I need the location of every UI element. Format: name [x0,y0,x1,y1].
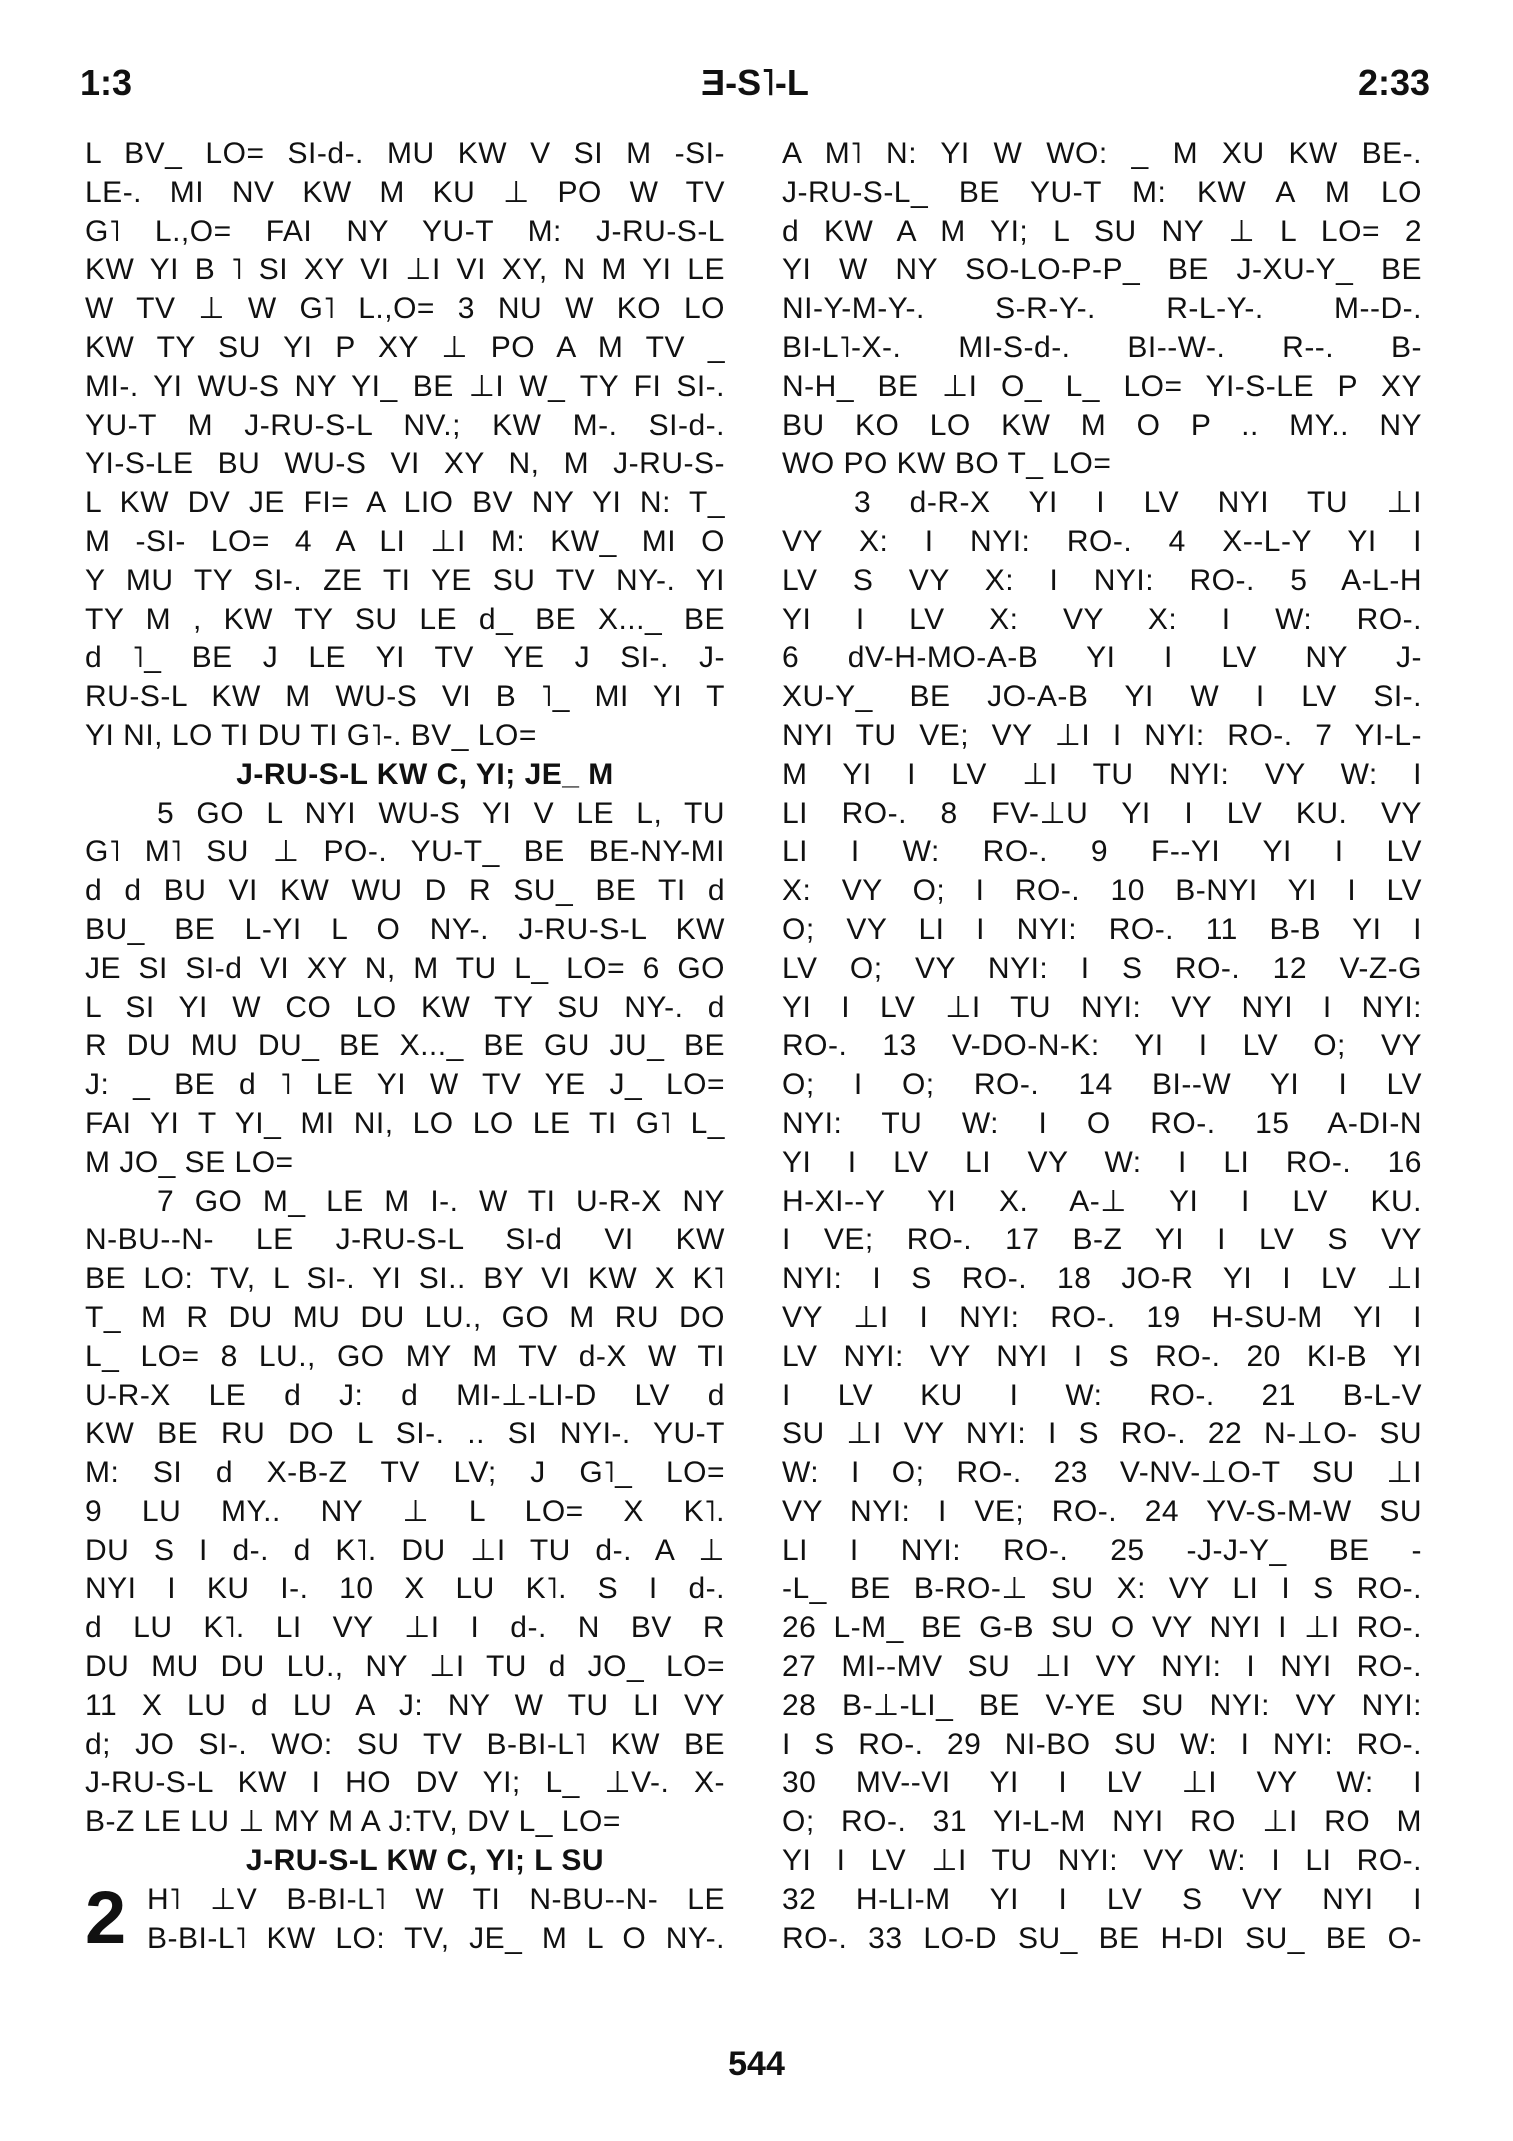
section-heading: J-RU-S-L KW C, YI; JE_ M [236,757,614,791]
text-line: M: SI d X-B-Z TV LV; J G˥_ LO= [85,1456,725,1490]
text-line: I S RO-. 29 NI-BO SU W: I NYI: RO-. [782,1727,1422,1761]
text-line: 5 GO L NYI WU-S YI V LE L, TU [157,796,725,830]
section-heading: J-RU-S-L KW C, YI; L SU [245,1844,605,1878]
text-line: d; JO SI-. WO: SU TV B-BI-L˥ KW BE [85,1727,725,1761]
text-line: O; I O; RO-. 14 BI--W YI I LV [782,1068,1422,1102]
text-line: 3 d-R-X YI I LV NYI TU ⊥I [854,486,1422,520]
text-line: G˥ L.,O= FAI NY YU-T M: J-RU-S-L [85,214,725,248]
text-line: FAI YI T YI_ MI NI, LO LO LE TI G˥ L_ [85,1106,725,1140]
right-column [782,135,1422,2015]
text-line: YU-T M J-RU-S-L NV.; KW M-. SI-d-. [85,408,725,442]
text-line: KW YI B ˥ SI XY VI ⊥I VI XY, N M YI LE [85,253,725,287]
text-line: 9 LU MY.. NY ⊥ L LO= X K˥. [85,1494,725,1528]
text-line: YI I LV ⊥I TU NYI: VY W: I LI RO-. [782,1844,1422,1878]
text-line: JE SI SI-d VI XY N, M TU L_ LO= 6 GO [85,951,725,985]
text-line: W TV ⊥ W G˥ L.,O= 3 NU W KO LO [85,292,725,326]
text-line: BU KO LO KW M O P .. MY.. NY [782,408,1422,442]
header-chapter-start: 1:3 [80,62,133,103]
text-line: KW BE RU DO L SI-. .. SI NYI-. YU-T [85,1417,725,1451]
text-line: R DU MU DU_ BE X..._ BE GU JU_ BE [85,1029,725,1063]
text-line: M YI I LV ⊥I TU NYI: VY W: I [782,757,1422,791]
page-number: 544 [728,2045,785,2083]
text-line: H˥ ⊥V B-BI-L˥ W TI N-BU--N- LE [147,1882,725,1916]
text-line: LI RO-. 8 FV-⊥U YI I LV KU. VY [782,796,1422,830]
text-line: N-H_ BE ⊥I O_ L_ LO= YI-S-LE P XY [782,369,1422,403]
text-line: YI-S-LE BU WU-S VI XY N, M J-RU-S- [85,447,725,481]
text-line: MI-. YI WU-S NY YI_ BE ⊥I W_ TY FI SI-. [85,369,725,403]
text-line: NYI: I S RO-. 18 JO-R YI I LV ⊥I [782,1262,1422,1296]
text-line: U-R-X LE d J: d MI-⊥-LI-D LV d [85,1378,725,1412]
text-line: L BV_ LO= SI-d-. MU KW V SI M -SI- [85,137,725,170]
text-line: NYI I KU I-. 10 X LU K˥. S I d-. [85,1572,725,1606]
text-line: O; RO-. 31 YI-L-M NYI RO ⊥I RO M [782,1805,1422,1839]
text-line: 26 L-M_ BE G-B SU O VY NYI I ⊥I RO-. [782,1611,1422,1645]
text-line: J-RU-S-L KW I HO DV YI; L_ ⊥V-. X- [85,1766,725,1800]
header-chapter-end: 2:33 [1357,62,1430,103]
text-line: DU S I d-. d K˥. DU ⊥I TU d-. A ⊥ [85,1533,725,1567]
text-line: A M˥ N: YI W WO: _ M XU KW BE-. [782,137,1422,170]
header-book-title: Ǝ-S˥-L [701,62,809,103]
text-line: LV O; VY NYI: I S RO-. 12 V-Z-G [782,951,1422,985]
text-line: 7 GO M_ LE M I-. W TI U-R-X NY [157,1184,725,1218]
text-line: d d BU VI KW WU D R SU_ BE TI d [85,874,725,908]
text-line: NYI TU VE; VY ⊥I I NYI: RO-. 7 YI-L- [782,718,1422,752]
text-line: I VE; RO-. 17 B-Z YI I LV S VY [782,1223,1422,1257]
text-line: BU_ BE L-YI L O NY-. J-RU-S-L KW [85,912,725,946]
text-line: LV S VY X: I NYI: RO-. 5 A-L-H [782,563,1422,597]
text-line: LV NYI: VY NYI I S RO-. 20 KI-B YI [782,1339,1422,1373]
text-line: VY ⊥I I NYI: RO-. 19 H-SU-M YI I [782,1300,1422,1334]
text-line: NYI: TU W: I O RO-. 15 A-DI-N [782,1106,1422,1140]
text-line: YI W NY SO-LO-P-P_ BE J-XU-Y_ BE [782,253,1422,287]
text-line: YI I LV ⊥I TU NYI: VY NYI I NYI: [782,990,1422,1024]
text-line: YI NI, LO TI DU TI G˥-. BV_ LO= [85,718,537,752]
text-line: KW TY SU YI P XY ⊥ PO A M TV _ [85,330,725,364]
text-line: H-XI--Y YI X. A-⊥ YI I LV KU. [782,1184,1422,1218]
text-line: RU-S-L KW M WU-S VI B ˥_ MI YI T [85,680,725,714]
text-line: RO-. 33 LO-D SU_ BE H-DI SU_ BE O- [782,1921,1422,1955]
text-line: N-BU--N- LE J-RU-S-L SI-d VI KW [85,1223,725,1257]
text-line: 28 B-⊥-LI_ BE V-YE SU NYI: VY NYI: [782,1688,1422,1722]
text-line: BI-L˥-X-. MI-S-d-. BI--W-. R--. B- [782,330,1422,364]
text-line: M JO_ SE LO= [85,1145,294,1179]
text-line: VY X: I NYI: RO-. 4 X--L-Y YI I [782,524,1422,558]
text-line: B-Z LE LU ⊥ MY M A J:TV, DV L_ LO= [85,1805,621,1839]
running-header [80,62,1430,112]
text-line: YI I LV LI VY W: I LI RO-. 16 [782,1145,1422,1179]
text-line: d KW A M YI; L SU NY ⊥ L LO= 2 [782,214,1422,248]
text-line: DU MU DU LU., NY ⊥I TU d JO_ LO= [85,1650,725,1684]
text-line: J-RU-S-L_ BE YU-T M: KW A M LO [782,175,1422,209]
text-line: T_ M R DU MU DU LU., GO M RU DO [85,1300,725,1334]
text-line: L SI YI W CO LO KW TY SU NY-. d [85,990,725,1024]
text-line: SU ⊥I VY NYI: I S RO-. 22 N-⊥O- SU [782,1417,1422,1451]
text-line: 11 X LU d LU A J: NY W TU LI VY [85,1688,725,1722]
text-line: NI-Y-M-Y-. S-R-Y-. R-L-Y-. M--D-. [782,292,1422,326]
text-line: Y MU TY SI-. ZE TI YE SU TV NY-. YI [85,563,725,597]
text-line: 27 MI--MV SU ⊥I VY NYI: I NYI RO-. [782,1650,1422,1684]
text-line: d LU K˥. LI VY ⊥I I d-. N BV R [85,1611,725,1645]
text-line: B-BI-L˥ KW LO: TV, JE_ M L O NY-. [147,1921,725,1955]
text-line: YI I LV X: VY X: I W: RO-. [782,602,1422,636]
text-line: RO-. 13 V-DO-N-K: YI I LV O; VY [782,1029,1422,1063]
left-column [85,135,725,2015]
text-line: W: I O; RO-. 23 V-NV-⊥O-T SU ⊥I [782,1456,1422,1490]
text-line: O; VY LI I NYI: RO-. 11 B-B YI I [782,912,1422,946]
text-line: G˥ M˥ SU ⊥ PO-. YU-T_ BE BE-NY-MI [85,835,725,869]
text-line: LI I NYI: RO-. 25 -J-J-Y_ BE - [782,1533,1422,1567]
chapter-number-dropcap: 2 [85,1875,127,1959]
text-line: L_ LO= 8 LU., GO MY M TV d-X W TI [85,1339,725,1373]
text-line: XU-Y_ BE JO-A-B YI W I LV SI-. [782,680,1422,714]
text-line: I LV KU I W: RO-. 21 B-L-V [782,1378,1422,1412]
text-line: LE-. MI NV KW M KU ⊥ PO W TV [85,175,725,209]
text-line: TY M , KW TY SU LE d_ BE X..._ BE [85,602,725,636]
text-line: X: VY O; I RO-. 10 B-NYI YI I LV [782,874,1422,908]
text-line: d ˥_ BE J LE YI TV YE J SI-. J- [85,641,725,675]
text-line: 6 dV-H-MO-A-B YI I LV NY J- [782,641,1422,675]
text-line: 32 H-LI-M YI I LV S VY NYI I [782,1882,1422,1916]
text-line: BE LO: TV, L SI-. YI SI.. BY VI KW X K˥ [85,1262,725,1296]
text-line: M -SI- LO= 4 A LI ⊥I M: KW_ MI O [85,524,725,558]
text-line: -L_ BE B-RO-⊥ SU X: VY LI I S RO-. [782,1572,1422,1606]
text-line: J: _ BE d ˥ LE YI W TV YE J_ LO= [85,1068,725,1102]
text-line: VY NYI: I VE; RO-. 24 YV-S-M-W SU [782,1494,1422,1528]
text-line: L KW DV JE FI= A LIO BV NY YI N: T_ [85,486,725,520]
text-line: LI I W: RO-. 9 F--YI YI I LV [782,835,1422,869]
text-line: 30 MV--VI YI I LV ⊥I VY W: I [782,1766,1422,1800]
text-line: WO PO KW BO T_ LO= [782,447,1112,481]
